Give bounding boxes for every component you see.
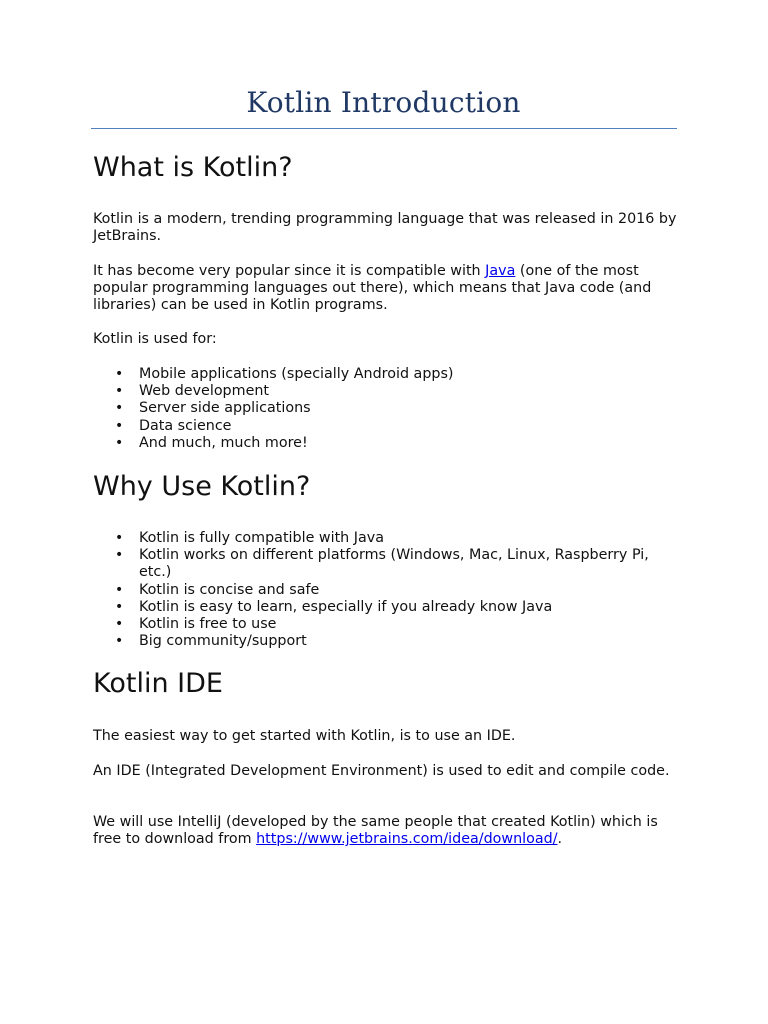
bullet-icon: •	[115, 598, 124, 615]
bullet-icon: •	[115, 434, 124, 451]
list-item: • Mobile applications (specially Android apps)	[115, 366, 454, 382]
bullet-icon: •	[115, 400, 124, 417]
document-title: Kotlin Introduction	[246, 86, 521, 119]
bullet-icon: •	[115, 581, 124, 598]
bullet-icon: •	[115, 417, 124, 434]
paragraph-compatibility-text-start: It has become very popular since it is compatible with	[93, 263, 486, 279]
bullet-icon: •	[115, 530, 124, 546]
paragraph-compatibility	[93, 263, 678, 315]
bullet-icon: •	[115, 383, 124, 400]
java-link[interactable]: Java	[485, 263, 516, 279]
bullet-icon: •	[115, 633, 124, 650]
list-item: • And much, much more!	[115, 434, 308, 451]
uses-list	[93, 366, 678, 452]
list-item: • Data science	[115, 417, 232, 434]
paragraph-intellij	[93, 814, 678, 848]
heading-what-is-kotlin: What is Kotlin?	[93, 152, 293, 183]
heading-kotlin-ide: Kotlin IDE	[93, 668, 223, 699]
list-item: • Kotlin works on different platforms (Windows, Mac, Linux, Raspberry Pi, etc.)	[115, 547, 649, 581]
paragraph-intro: Kotlin is a modern, trending programming language that was released in 2016 by JetBrains.	[93, 211, 677, 245]
paragraph-easiest-way: The easiest way to get started with Kotlin, is to use an IDE.	[93, 728, 516, 744]
list-item: • Kotlin is concise and safe	[115, 581, 320, 598]
jetbrains-download-link[interactable]: https://www.jetbrains.com/idea/download/	[256, 831, 558, 848]
paragraph-ide-definition: An IDE (Integrated Development Environment) is used to edit and compile code.	[93, 763, 670, 779]
bullet-icon: •	[115, 366, 124, 382]
list-item: • Web development	[115, 383, 270, 400]
paragraph-intellij-text-start: We will use IntelliJ (developed by the same people that created Kotlin) which is free to download from	[93, 814, 658, 848]
list-item: • Server side applications	[115, 400, 311, 417]
title-underline-rule	[91, 128, 677, 129]
bullet-icon: •	[115, 616, 124, 633]
paragraph-used-for: Kotlin is used for:	[93, 331, 217, 347]
list-item: • Kotlin is easy to learn, especially if you already know Java	[115, 598, 553, 615]
paragraph-compatibility-text-end: (one of the most popular programming languages out there), which means that Java code (and libraries) can be used in Kotlin programs.	[93, 263, 652, 314]
heading-why-use-kotlin: Why Use Kotlin?	[93, 471, 311, 502]
paragraph-intellij-text-end: .	[557, 831, 563, 848]
list-item: • Kotlin is fully compatible with Java	[115, 530, 384, 546]
bullet-icon: •	[115, 547, 124, 564]
reasons-list	[93, 530, 678, 650]
list-item: • Big community/support	[115, 633, 307, 650]
list-item: • Kotlin is free to use	[115, 616, 277, 633]
